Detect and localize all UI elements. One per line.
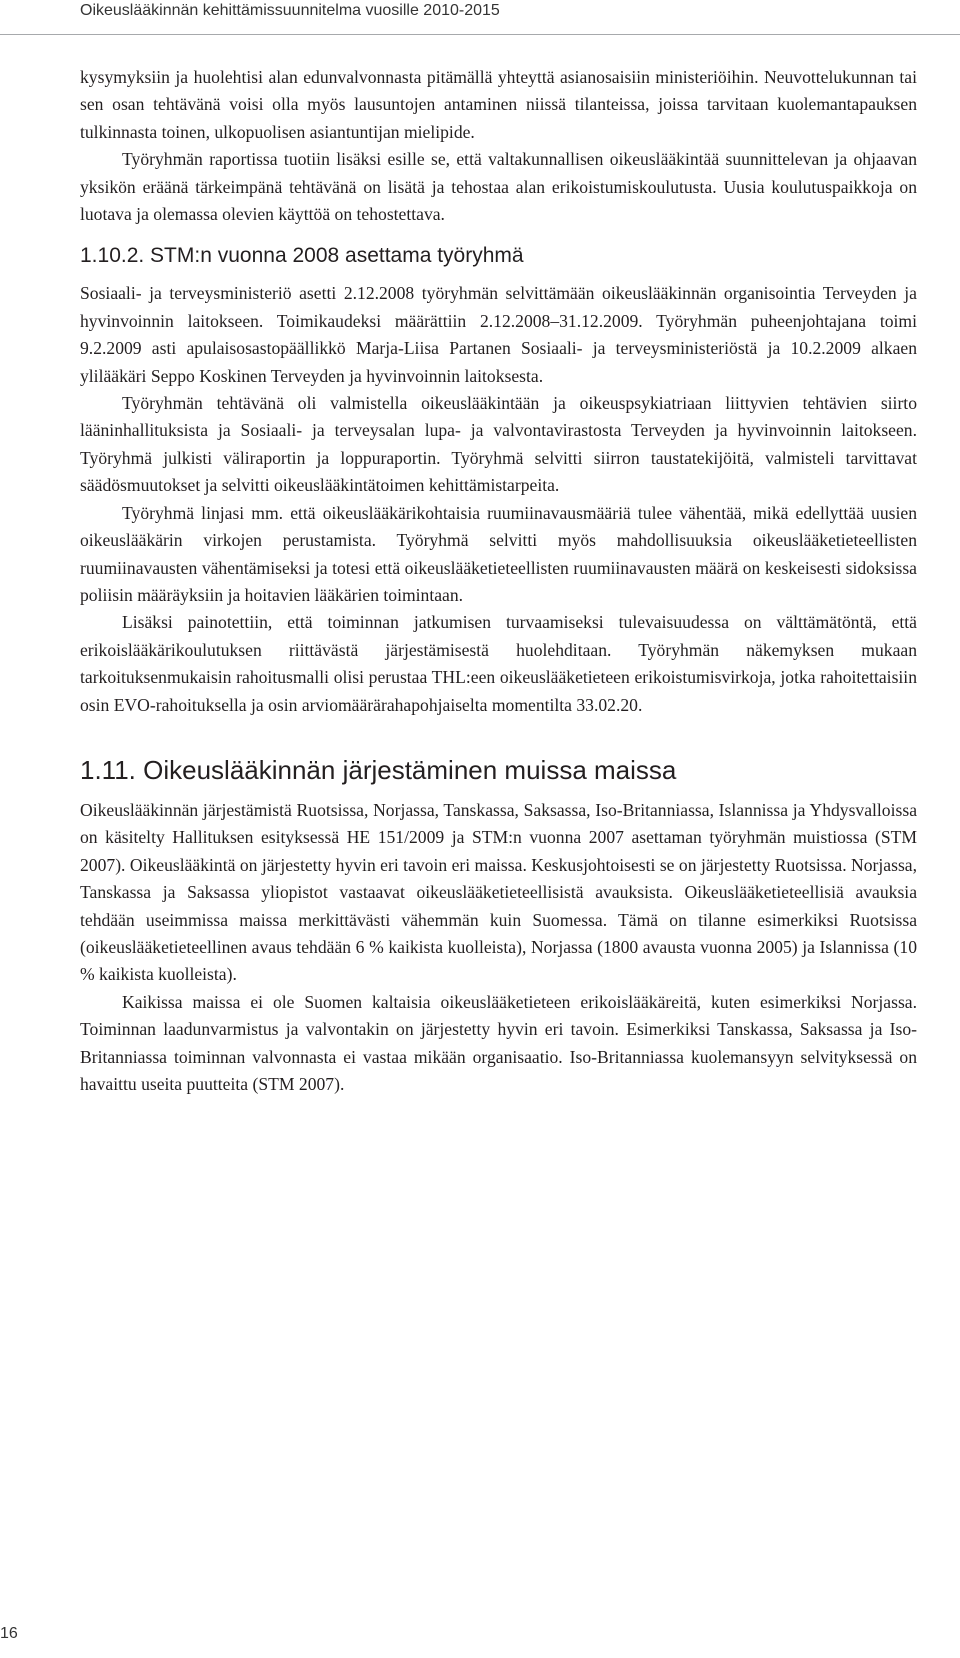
running-header: Oikeuslääkinnän kehittämissuunnitelma vuosille 2010-2015 — [80, 2, 500, 19]
paragraph: Kaikissa maissa ei ole Suomen kaltaisia oikeuslääketieteen erikoislääkäreitä, kuten esimerkiksi Norjassa. Toiminnan laadunvarmistus ja valvontakin on järjestetty hyvin eri tavoin. Esimerkiksi Tanskassa, Saksassa ja Iso-Britanniassa toiminnan valvonnasta ei vastaa mikään organisaatio. Iso-Britanniassa kuolemansyyn selvityksessä on havaittu useita puutteita (STM 2007). — [80, 991, 917, 1094]
page-number: 16 — [0, 1625, 18, 1642]
paragraph: Työryhmän raportissa tuotiin lisäksi esille se, että valtakunnallisen oikeuslääkintää suunnittelevan ja ohjaavan yksikön eräänä tärkeimpänä tehtävänä on lisätä ja tehostaa alan erikoistumiskoulutusta. Uusia koulutuspaikkoja on luotava ja olemassa olevien käyttöä on tehostettava. — [80, 149, 917, 225]
paragraph: Sosiaali- ja terveysministeriö asetti 2.12.2008 työryhmän selvittämään oikeuslääkinnän organisointia Terveyden ja hyvinvoinnin laitokseen. Toimikaudeksi määrättiin 2.12.2008–31.12.2009. Työryhmän puheenjohtajana toimi 9.2.2009 asti apulaisosastopäällikkö Marja-Liisa Partanen Sosiaali- ja terveysministeriöstä ja 10.2.2009 alkaen ylilääkäri Seppo Koskinen Terveyden ja hyvinvoinnin laitoksesta. — [80, 283, 917, 386]
section-heading-1-10-2: 1.10.2. STM:n vuonna 2008 asettama työryhmä — [80, 244, 524, 268]
paragraph: kysymyksiin ja huolehtisi alan edunvalvonnasta pitämällä yhteyttä asianosaisiin ministeriöihin. Neuvottelukunnan tai sen osan tehtävänä voisi olla myös lausuntojen antaminen niissä tilanteissa, joissa tarvitaan kuolemantapauksen tulkinnasta toinen, ulkopuolisen asiantuntijan mielipide. — [80, 67, 917, 142]
paragraph: Työryhmä linjasi mm. että oikeuslääkärikohtaisia ruumiinavausmääriä tulee vähentää, mikä edellyttää uusien oikeuslääkärin virkojen perustamista. Työryhmä selvitti myös mahdollisuuksia oikeuslääketieteellisten ruumiinavausten vähentämiseksi ja totesi että oikeuslääketieteellisten ruumiinavausten määrä on keskeisesti sidoksissa poliisin määräyksiin ja hoitavien lääkärien toimintaan. — [80, 502, 917, 605]
header-divider — [0, 34, 960, 35]
paragraph: Lisäksi painotettiin, että toiminnan jatkumisen turvaamiseksi tulevaisuudessa on välttämätöntä, että erikoislääkärikoulutuksen riittävästä järjestämisestä huolehditaan. Työryhmän näkemyksen mukaan tarkoituksenmukaisin rahoitusmalli olisi perustaa THL:een oikeuslääketieteen erikoistumisvirkoja, jotka rahoitettaisiin osin EVO-rahoituksella ja osin arviomäärärahapohjaiselta momentilta 33.02.20. — [80, 612, 917, 715]
paragraph: Työryhmän tehtävänä oli valmistella oikeuslääkintään ja oikeuspsykiatriaan liittyvien tehtävien siirto lääninhallituksista ja Sosiaali- ja terveysalan lupa- ja valvontavirastosta Terveyden ja hyvinvoinnin laitokseen. Työryhmä julkisti väliraportin ja loppuraportin. Työryhmä selvitti siirron taustatekijöitä, valmisteli tarvittavat säädösmuutokset ja selvitti oikeuslääkintätoimen kehittämistarpeita. — [80, 393, 917, 496]
page-body — [80, 64, 917, 1098]
paragraph: Oikeuslääkinnän järjestämistä Ruotsissa, Norjassa, Tanskassa, Saksassa, Iso-Britanniassa, Islannissa ja Yhdysvalloissa on käsitelty Hallituksen esityksessä HE 151/2009 ja STM:n vuonna 2007 asettaman työryhmän muistiossa (STM 2007). Oikeuslääkintä on järjestetty hyvin eri tavoin eri maissa. Keskusjohtoisesti se on järjestetty Ruotsissa. Norjassa, Tanskassa ja Saksassa yliopistot vastaavat oikeuslääketieteellisistä avauksista. Oikeuslääketieteellisiä avauksia tehdään useimmissa maissa merkittävästi vähemmän kuin Suomessa. Tämä on tilanne esimerkiksi Ruotsissa (oikeuslääketieteellinen avaus tehdään 6 % kaikista kuolleista), Norjassa (1800 avausta vuonna 2005) ja Islannissa (10 % kaikista kuolleista). — [80, 799, 917, 985]
section-heading-1-11: 1.11. Oikeuslääkinnän järjestäminen muissa maissa — [80, 754, 677, 785]
